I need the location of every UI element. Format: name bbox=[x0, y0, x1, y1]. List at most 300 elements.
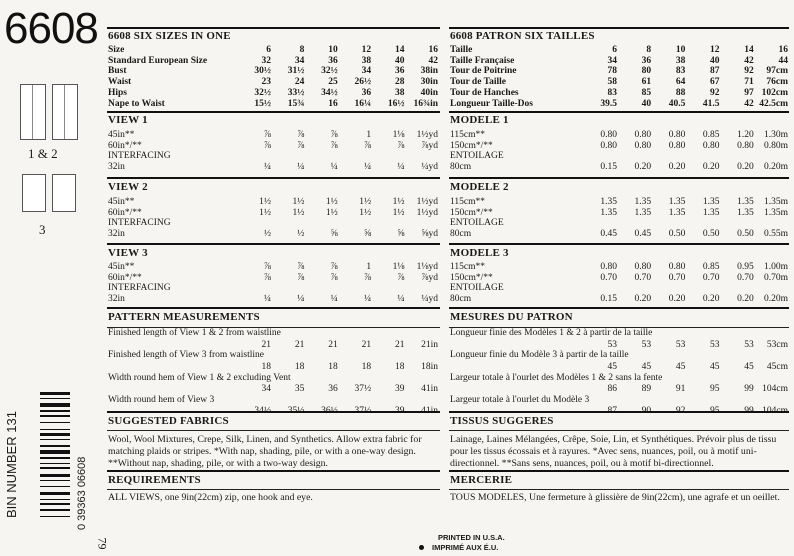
cell-value: ⅞ bbox=[330, 272, 338, 283]
cell-value: 18 bbox=[328, 361, 338, 372]
table-row bbox=[450, 294, 788, 305]
table-row bbox=[450, 273, 788, 284]
requirements-title: REQUIREMENTS bbox=[108, 474, 201, 486]
sketch-view-1-2-front bbox=[20, 84, 46, 140]
cell-value: 42.5cm bbox=[759, 98, 788, 109]
sketch-view-3-back bbox=[52, 174, 76, 212]
cell-value: ⅞ bbox=[397, 140, 405, 151]
cell-value: 34 bbox=[261, 384, 271, 395]
cell-value: ⅞yd bbox=[421, 140, 438, 151]
table-row bbox=[108, 208, 438, 219]
table-row bbox=[108, 273, 438, 284]
row-label: 32in bbox=[108, 229, 125, 240]
pattern-measurements-title: PATTERN MEASUREMENTS bbox=[108, 311, 260, 323]
cell-value: ⅝ bbox=[364, 229, 372, 240]
cell-value: 83 bbox=[607, 87, 617, 98]
cell-value: 25 bbox=[328, 77, 338, 88]
cell-value: ¼ bbox=[330, 294, 338, 305]
cell-value: 1½yd bbox=[416, 197, 438, 207]
cell-value: 12 bbox=[710, 45, 720, 55]
row-label: 45in** bbox=[108, 130, 135, 140]
cell-value: 0.15 bbox=[600, 162, 617, 173]
requirements-text: ALL VIEWS, one 9in(22cm) zip, one hook and eye. bbox=[108, 492, 313, 503]
cell-value: 42 bbox=[744, 55, 754, 66]
row-label: Tour de Taille bbox=[450, 77, 506, 88]
table-row bbox=[450, 77, 788, 88]
mesures-rows bbox=[450, 328, 788, 417]
top-rule-right bbox=[449, 27, 789, 29]
view-2-title: VIEW 2 bbox=[108, 181, 148, 193]
cell-value: ¼ bbox=[397, 162, 405, 173]
cell-value: ¼ bbox=[297, 162, 305, 173]
mesures-title: MESURES DU PATRON bbox=[450, 311, 573, 323]
cell-value: 80 bbox=[641, 66, 652, 77]
cell-value: ⅞ bbox=[263, 140, 271, 151]
barcode-bar bbox=[40, 499, 70, 500]
cell-value: ⅝ bbox=[397, 229, 405, 240]
cell-value: 41.5 bbox=[702, 98, 720, 109]
barcode-bar bbox=[40, 422, 70, 423]
imprime-aux-eu: IMPRIMÉ AUX É.U. bbox=[432, 543, 499, 552]
cell-value: ¼ bbox=[330, 162, 338, 173]
table-row bbox=[450, 162, 788, 173]
cell-value: 1½ bbox=[259, 197, 271, 207]
cell-value: 71 bbox=[744, 77, 754, 88]
suggested-fabrics-title: SUGGESTED FABRICS bbox=[108, 415, 229, 427]
row-label: Taille bbox=[450, 45, 473, 55]
cell-value bbox=[720, 218, 754, 229]
cell-value bbox=[685, 218, 719, 229]
cell-value: 21 bbox=[361, 339, 372, 350]
cell-value: 0.20 bbox=[634, 294, 652, 305]
table-row bbox=[108, 362, 438, 373]
cell-value: 0.15 bbox=[600, 294, 617, 305]
table-row bbox=[450, 362, 788, 373]
view-3-title: VIEW 3 bbox=[108, 247, 148, 259]
cell-value: 1½ bbox=[292, 197, 305, 207]
cell-value: ⅞ bbox=[263, 130, 271, 140]
tissus-title: TISSUS SUGGERES bbox=[450, 415, 554, 427]
row-label: 150cm*/** bbox=[450, 272, 493, 283]
cell-value: 36 bbox=[328, 55, 338, 66]
cell-value: 1.35 bbox=[702, 197, 720, 207]
cell-value: 18in bbox=[421, 361, 438, 372]
cell-value bbox=[651, 151, 685, 162]
cell-value: ¼ bbox=[297, 294, 305, 305]
table-row bbox=[450, 99, 788, 110]
cell-value: ½ bbox=[297, 229, 305, 240]
printed-usa: PRINTED IN U.S.A. bbox=[438, 533, 505, 542]
cell-value: 97 bbox=[744, 87, 754, 98]
cell-value: 36 bbox=[361, 87, 372, 98]
cell-value: 83 bbox=[675, 66, 686, 77]
cell-value: 42 bbox=[428, 55, 438, 66]
cell-value: 33½ bbox=[287, 87, 305, 98]
table-row bbox=[108, 218, 438, 229]
cell-value: 15½ bbox=[254, 98, 271, 109]
table-row bbox=[108, 99, 438, 110]
cell-value: 0.50 bbox=[702, 229, 720, 240]
cell-value: 0.20 bbox=[634, 162, 652, 173]
cell-value bbox=[271, 151, 304, 162]
cell-value: ⅞ bbox=[263, 262, 271, 272]
cell-value: 0.80 bbox=[634, 140, 652, 151]
cell-value: 1.35m bbox=[763, 197, 788, 207]
barcode bbox=[40, 392, 70, 510]
cell-value: 0.80 bbox=[668, 262, 686, 272]
cell-value bbox=[271, 218, 304, 229]
cell-value: ⅞ bbox=[297, 272, 305, 283]
table-row bbox=[450, 141, 788, 152]
table-row bbox=[450, 218, 788, 229]
cell-value: 0.55m bbox=[763, 229, 788, 240]
barcode-bar bbox=[40, 509, 70, 512]
view-1-2-label: 1 & 2 bbox=[28, 146, 58, 161]
table-row bbox=[108, 151, 438, 162]
cell-value bbox=[371, 151, 404, 162]
cell-value bbox=[583, 218, 617, 229]
cell-value: 1.35m bbox=[763, 207, 788, 218]
cell-value: 0.20 bbox=[668, 162, 686, 173]
cell-value: 8 bbox=[646, 45, 652, 55]
cell-value: 36 bbox=[395, 66, 405, 77]
cell-value: 97cm bbox=[766, 66, 788, 77]
cell-value bbox=[754, 151, 788, 162]
modele-2-title: MODELE 2 bbox=[450, 181, 509, 193]
table-row bbox=[450, 45, 788, 56]
cell-value: 88 bbox=[675, 87, 686, 98]
cell-value: 1.35 bbox=[600, 197, 617, 207]
modele-2-metrage bbox=[450, 197, 788, 240]
table-row bbox=[108, 197, 438, 208]
cell-value: 53 bbox=[675, 339, 686, 350]
cell-value: 18 bbox=[294, 361, 305, 372]
row-label: ENTOILAGE bbox=[450, 283, 504, 294]
cell-value: 0.80 bbox=[634, 130, 652, 140]
cell-value bbox=[338, 151, 371, 162]
barcode-bar bbox=[40, 410, 70, 411]
cell-value: 45 bbox=[607, 361, 617, 372]
table-row bbox=[108, 283, 438, 294]
cell-value: 0.20 bbox=[737, 162, 754, 173]
barcode-bar bbox=[40, 415, 70, 418]
cell-value bbox=[617, 151, 651, 162]
cell-value: ½ bbox=[263, 229, 271, 240]
cell-value: 53 bbox=[641, 339, 652, 350]
cell-value bbox=[405, 283, 438, 294]
cell-value: 39 bbox=[395, 384, 405, 395]
barcode-bar bbox=[40, 403, 70, 407]
row-label: Nape to Waist bbox=[108, 98, 165, 109]
cell-value bbox=[238, 218, 271, 229]
cell-value: 40 bbox=[710, 55, 720, 66]
row-label: ENTOILAGE bbox=[450, 218, 504, 229]
row-label: Size bbox=[108, 45, 125, 55]
cell-value: 21 bbox=[395, 339, 405, 350]
cell-value: 21 bbox=[261, 339, 271, 350]
cell-value: ¼ bbox=[263, 294, 271, 305]
cell-value: 0.85 bbox=[702, 130, 720, 140]
table-row bbox=[108, 66, 438, 77]
cell-value: 1.30m bbox=[763, 130, 788, 140]
cell-value: 14 bbox=[744, 45, 754, 55]
cell-value: 86 bbox=[607, 384, 617, 395]
table-row bbox=[108, 88, 438, 99]
cell-value: 1½ bbox=[325, 207, 338, 218]
modele-1-metrage bbox=[450, 130, 788, 173]
view-3-label: 3 bbox=[39, 222, 46, 237]
barcode-bar bbox=[40, 445, 70, 448]
cell-value: ¼ bbox=[397, 294, 405, 305]
row-label: Hips bbox=[108, 87, 128, 98]
cell-value: 1 bbox=[366, 130, 372, 140]
cell-value: 38 bbox=[395, 87, 405, 98]
cell-value bbox=[304, 151, 337, 162]
cell-value: ⅞ bbox=[330, 140, 338, 151]
cell-value: 1.35 bbox=[737, 197, 754, 207]
row-label: INTERFACING bbox=[108, 218, 171, 229]
table-row bbox=[108, 229, 438, 240]
cell-value: 1 bbox=[366, 262, 372, 272]
cell-value: 0.50 bbox=[737, 229, 754, 240]
cell-value: ⅞ bbox=[364, 140, 372, 151]
cell-value: 10 bbox=[675, 45, 686, 55]
row-label: 115cm** bbox=[450, 130, 486, 140]
cell-value: 16½ bbox=[387, 98, 405, 109]
cell-value: 6 bbox=[612, 45, 617, 55]
row-label: Standard European Size bbox=[108, 55, 208, 66]
cell-value: 36 bbox=[328, 384, 338, 395]
row-label: 150cm*/** bbox=[450, 140, 493, 151]
row-label: 32in bbox=[108, 162, 125, 173]
modele-3-metrage bbox=[450, 262, 788, 305]
cell-value: 1½ bbox=[292, 207, 305, 218]
cell-value bbox=[617, 283, 651, 294]
cell-value bbox=[304, 218, 337, 229]
pattern-number: 6608 bbox=[4, 4, 98, 53]
cell-value: 1½ bbox=[359, 197, 372, 207]
cell-value: 30in bbox=[420, 77, 438, 88]
cell-value bbox=[651, 283, 685, 294]
cell-value: 0.20 bbox=[702, 162, 720, 173]
cell-value: 8 bbox=[299, 45, 305, 55]
row-label: 45in** bbox=[108, 262, 135, 272]
row-label: Tour de Hanches bbox=[450, 87, 519, 98]
row-label: 80cm bbox=[450, 229, 472, 240]
cell-value: ⅞ bbox=[297, 130, 305, 140]
cell-value: 18 bbox=[395, 361, 405, 372]
cell-value: 1.35 bbox=[668, 197, 686, 207]
cell-value bbox=[238, 283, 271, 294]
bin-number: BIN NUMBER 131 bbox=[4, 411, 19, 518]
cell-value: 14 bbox=[395, 45, 405, 55]
cell-value: 0.70m bbox=[763, 272, 788, 283]
cell-value: 1½yd bbox=[416, 207, 438, 218]
mercerie-text: TOUS MODELES, Une fermeture à glissière de 9in(22cm), une agrafe et un oeillet. bbox=[450, 492, 780, 503]
cell-value: ¼yd bbox=[421, 162, 438, 173]
cell-value bbox=[338, 283, 371, 294]
table-row bbox=[450, 262, 788, 273]
cell-value: 23 bbox=[261, 77, 271, 88]
table-row bbox=[108, 56, 438, 67]
cell-value: 0.80 bbox=[737, 140, 754, 151]
cell-value: 91 bbox=[675, 384, 686, 395]
cell-value: 42 bbox=[744, 98, 754, 109]
patron-title: 6608 PATRON SIX TAILLES bbox=[450, 30, 595, 42]
cell-value: 45 bbox=[641, 361, 652, 372]
cell-value: 35 bbox=[294, 384, 305, 395]
table-row bbox=[450, 208, 788, 219]
cell-value: ¼ bbox=[364, 294, 372, 305]
cell-value: 37½ bbox=[354, 384, 372, 395]
cell-value: 30½ bbox=[254, 66, 271, 77]
row-label: INTERFACING bbox=[108, 151, 171, 162]
barcode-bar bbox=[40, 492, 70, 496]
table-row bbox=[450, 66, 788, 77]
cell-value: 1⅛ bbox=[392, 130, 405, 140]
cell-value: 15¾ bbox=[287, 98, 305, 109]
cell-value: 26½ bbox=[354, 77, 372, 88]
cell-value: 0.45 bbox=[600, 229, 617, 240]
pattern-measurements-rows bbox=[108, 328, 438, 417]
table-row bbox=[450, 197, 788, 208]
cell-value: 53 bbox=[607, 339, 617, 350]
cell-value: 1½ bbox=[392, 207, 405, 218]
cell-value: ⅝yd bbox=[421, 229, 438, 240]
cell-value: 28 bbox=[395, 77, 405, 88]
top-rule-left bbox=[107, 27, 440, 29]
sketch-view-3-front bbox=[22, 174, 46, 212]
cell-value: 40in bbox=[420, 87, 438, 98]
cell-value: 16 bbox=[328, 98, 338, 109]
table-row bbox=[108, 130, 438, 141]
cell-value: ¼yd bbox=[421, 294, 438, 305]
cell-value: 0.80 bbox=[600, 130, 617, 140]
cell-value: 32½ bbox=[321, 66, 338, 77]
measurement-values bbox=[450, 362, 788, 373]
barcode-bar bbox=[40, 398, 70, 399]
cell-value: 0.45 bbox=[634, 229, 652, 240]
measurement-values bbox=[108, 384, 438, 395]
cell-value: 61 bbox=[641, 77, 652, 88]
cell-value: 87 bbox=[710, 66, 720, 77]
cell-value bbox=[405, 151, 438, 162]
bullet-dot bbox=[419, 545, 424, 550]
cell-value: 104cm bbox=[762, 384, 788, 395]
cell-value: 0.50 bbox=[668, 229, 686, 240]
table-row bbox=[450, 384, 788, 395]
barcode-number: 0 39363 06608 bbox=[76, 456, 88, 530]
view-1-yardage bbox=[108, 130, 438, 173]
cell-value: 0.80 bbox=[668, 130, 686, 140]
cell-value: 1½ bbox=[325, 197, 338, 207]
cell-value: 0.70 bbox=[600, 272, 617, 283]
cell-value: ⅞ bbox=[297, 140, 305, 151]
size-table-en bbox=[108, 45, 438, 109]
suggested-fabrics-text: Wool, Wool Mixtures, Crepe, Silk, Linen, and Synthetics. Allow extra fabric for matching plaids or stripes. *With nap, shading, pile, or with a one-way design. **Without nap, shading, pile, or with a two-way design. bbox=[108, 434, 422, 469]
table-row bbox=[108, 162, 438, 173]
cell-value bbox=[405, 218, 438, 229]
cell-value: ¼ bbox=[263, 162, 271, 173]
table-row bbox=[108, 262, 438, 273]
measurement-values bbox=[450, 384, 788, 395]
cell-value: 32 bbox=[261, 55, 271, 66]
cell-value bbox=[617, 218, 651, 229]
cell-value: 1½ bbox=[359, 207, 372, 218]
table-row bbox=[450, 283, 788, 294]
cell-value: 36 bbox=[641, 55, 652, 66]
cell-value: 53cm bbox=[766, 339, 788, 350]
cell-value: 34 bbox=[294, 55, 305, 66]
cell-value bbox=[271, 283, 304, 294]
cell-value: 1⅛ bbox=[392, 262, 405, 272]
cell-value: 0.80 bbox=[668, 140, 686, 151]
barcode-bar bbox=[40, 433, 70, 436]
cell-value: 1⅛yd bbox=[416, 262, 438, 272]
cell-value: 0.70 bbox=[634, 272, 652, 283]
cell-value: 85 bbox=[641, 87, 652, 98]
table-row bbox=[108, 141, 438, 152]
cell-value: 78 bbox=[607, 66, 617, 77]
cell-value: 16 bbox=[778, 45, 788, 55]
cell-value: 1.35 bbox=[634, 197, 652, 207]
row-label: Longueur Taille-Dos bbox=[450, 98, 533, 109]
measurement-label: Finished length of View 3 from waistline bbox=[108, 350, 264, 361]
row-label: 60in*/** bbox=[108, 140, 142, 151]
measurement-values bbox=[450, 340, 788, 351]
cell-value: 1.35 bbox=[600, 207, 617, 218]
cell-value: 1.35 bbox=[737, 207, 754, 218]
cell-value bbox=[371, 218, 404, 229]
barcode-bar bbox=[40, 467, 70, 468]
cell-value: 0.80m bbox=[763, 140, 788, 151]
cell-value: ¼ bbox=[364, 162, 372, 173]
cell-value: 16¼ bbox=[354, 98, 372, 109]
cell-value bbox=[583, 151, 617, 162]
cell-value: 1½yd bbox=[416, 130, 438, 140]
cell-value: 38 bbox=[675, 55, 686, 66]
tissus-text: Lainage, Laines Mélangées, Crêpe, Soie, Lin, et Synthétiques. Prévoir plus de tissu pour les tissus écossais et à rayures. *Avec sens, nuances, poil, ou à motif uni-directionnel. **Sans sens, nuances, poil, ou à motif bi-directionnel. bbox=[450, 434, 777, 469]
cell-value: 21in bbox=[421, 339, 438, 350]
cell-value: 1.35 bbox=[634, 207, 652, 218]
table-row bbox=[450, 88, 788, 99]
row-label: 80cm bbox=[450, 294, 472, 305]
cell-value: 95 bbox=[710, 384, 720, 395]
cell-value: 53 bbox=[710, 339, 720, 350]
barcode-bar bbox=[40, 392, 70, 395]
cell-value: 18 bbox=[261, 361, 271, 372]
row-label: 32in bbox=[108, 294, 125, 305]
cell-value: 31½ bbox=[287, 66, 305, 77]
table-row bbox=[450, 229, 788, 240]
cell-value: ⅞ bbox=[263, 272, 271, 283]
barcode-bar bbox=[40, 486, 70, 487]
cell-value: 1½ bbox=[392, 197, 405, 207]
view-1-title: VIEW 1 bbox=[108, 114, 148, 126]
barcode-bar bbox=[40, 450, 70, 454]
row-label: 60in*/** bbox=[108, 272, 142, 283]
cell-value: ⅞ bbox=[330, 262, 338, 272]
cell-value: 1.20 bbox=[737, 130, 754, 140]
cell-value: 40.5 bbox=[668, 98, 686, 109]
cell-value: 0.80 bbox=[634, 262, 652, 272]
table-row bbox=[450, 56, 788, 67]
cell-value: 16¾in bbox=[413, 98, 438, 109]
cell-value: 34½ bbox=[321, 87, 338, 98]
measurement-label: Finished length of View 1 & 2 from waistline bbox=[108, 328, 281, 338]
cell-value: 16 bbox=[428, 45, 438, 55]
cell-value: 0.95 bbox=[737, 262, 754, 272]
